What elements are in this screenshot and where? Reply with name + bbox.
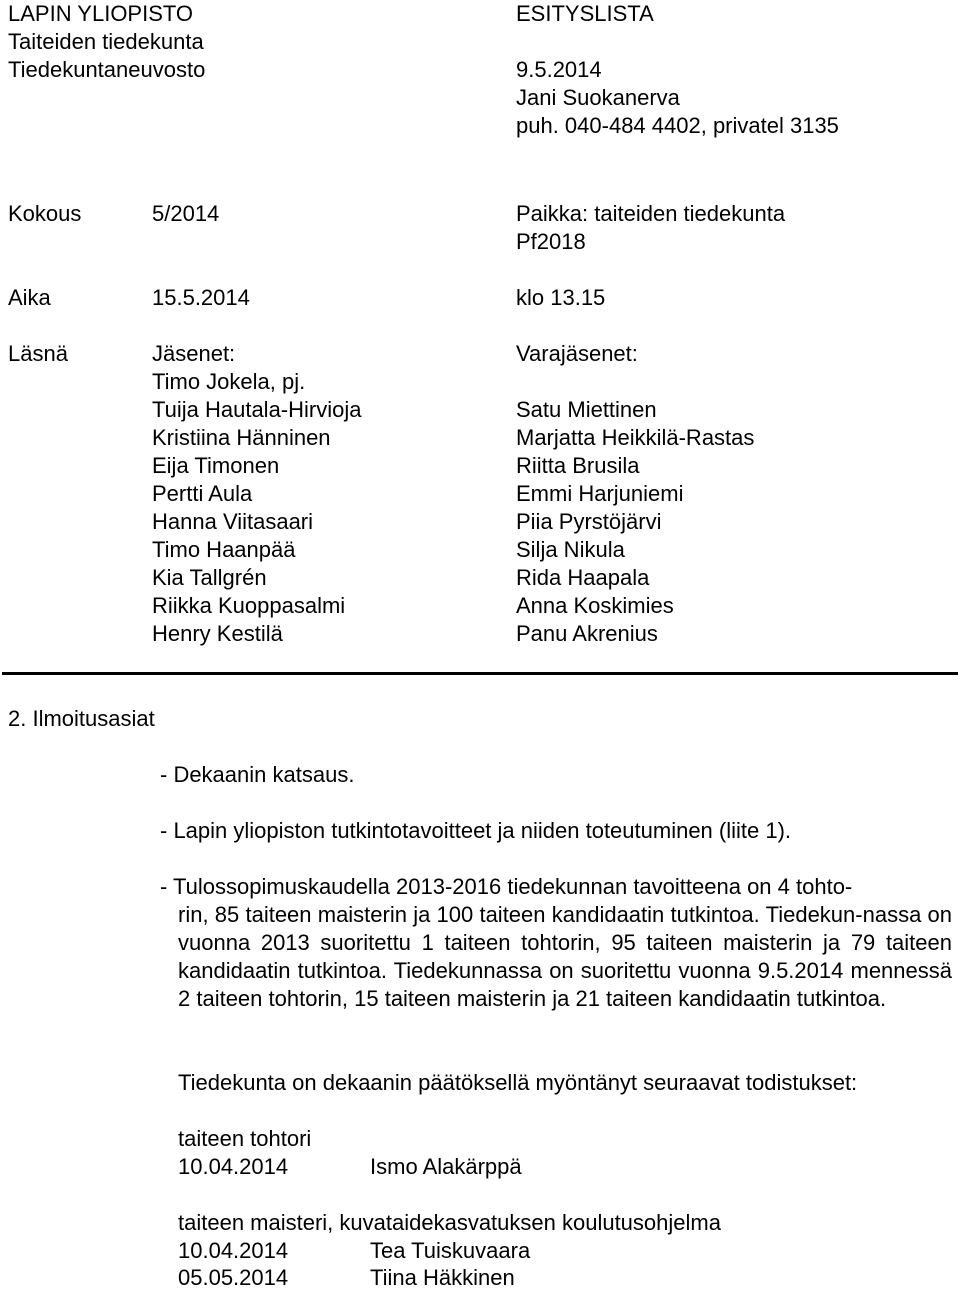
section-divider xyxy=(2,672,958,675)
org-name: LAPIN YLIOPISTO xyxy=(8,1,194,26)
author-phone: puh. 040-484 4402, privatel 3135 xyxy=(516,113,839,138)
member-name: Tuija Hautala-Hirvioja xyxy=(152,397,362,422)
bullet-paragraph: rin, 85 taiteen maisterin ja 100 taiteen kandidaatin tutkintoa. Tiedekun-nassa on vuonna 2013 suoritettu 1 taiteen tohtorin, 95 taiteen maisterin ja 79 taiteen kandidaatin tutkintoa. Tiedekunnassa on suoritettu vuonna 9.5.2014 mennessä 2 taiteen tohtorin, 15 taiteen maisterin ja 21 taiteen kandidaatin tutkintoa. xyxy=(178,902,952,1011)
document-date: 9.5.2014 xyxy=(516,57,602,82)
deputies-heading: Varajäsenet: xyxy=(516,341,638,366)
certificate-date: 10.04.2014 xyxy=(178,1238,289,1263)
member-name: Kristiina Hänninen xyxy=(152,425,331,450)
member-name: Hanna Viitasaari xyxy=(152,509,314,534)
deputy-name: Silja Nikula xyxy=(516,537,625,562)
member-name: Pertti Aula xyxy=(152,481,253,506)
deputy-name: Anna Koskimies xyxy=(516,593,674,618)
certificate-date: 10.04.2014 xyxy=(178,1154,289,1179)
document-type: ESITYSLISTA xyxy=(516,1,654,26)
bullet-item: - Lapin yliopiston tutkintotavoitteet ja niiden toteutuminen (liite 1). xyxy=(160,818,792,843)
certificate-date: 05.05.2014 xyxy=(178,1265,289,1290)
certificate-name: Tiina Häkkinen xyxy=(370,1265,515,1290)
bullet-item: - Tulossopimuskaudella 2013-2016 tiedekunnan tavoitteena on 4 tohto- xyxy=(160,874,853,899)
member-name: Kia Tallgrén xyxy=(152,565,267,590)
member-name: Eija Timonen xyxy=(152,453,280,478)
meeting-room: Pf2018 xyxy=(516,229,586,254)
certificate-name: Tea Tuiskuvaara xyxy=(370,1238,531,1263)
member-name: Riikka Kuoppasalmi xyxy=(152,593,346,618)
time-label: Aika xyxy=(8,285,51,310)
faculty-name: Taiteiden tiedekunta xyxy=(8,29,204,54)
member-name: Henry Kestilä xyxy=(152,621,283,646)
meeting-date: 15.5.2014 xyxy=(152,285,250,310)
members-heading: Jäsenet: xyxy=(152,341,236,366)
deputy-name: Emmi Harjuniemi xyxy=(516,481,684,506)
bullet-item: - Dekaanin katsaus. xyxy=(160,762,355,787)
member-name: Timo Jokela, pj. xyxy=(152,369,306,394)
section-title: 2. Ilmoitusasiat xyxy=(8,706,155,731)
certificate-name: Ismo Alakärppä xyxy=(370,1154,522,1179)
author-name: Jani Suokanerva xyxy=(516,85,680,110)
doctor-heading: taiteen tohtori xyxy=(178,1126,312,1151)
deputy-name: Satu Miettinen xyxy=(516,397,657,422)
deputy-name: Panu Akrenius xyxy=(516,621,658,646)
meeting-label: Kokous xyxy=(8,201,82,226)
deputy-name: Riitta Brusila xyxy=(516,453,640,478)
deputy-name: Piia Pyrstöjärvi xyxy=(516,509,662,534)
member-name: Timo Haanpää xyxy=(152,537,296,562)
deputy-name: Rida Haapala xyxy=(516,565,650,590)
council-name: Tiedekuntaneuvosto xyxy=(8,57,206,82)
master-heading: taiteen maisteri, kuvataidekasvatuksen koulutusohjelma xyxy=(178,1210,721,1235)
attendance-label: Läsnä xyxy=(8,341,68,366)
deputy-name: Marjatta Heikkilä-Rastas xyxy=(516,425,755,450)
certificates-intro: Tiedekunta on dekaanin päätöksellä myöntänyt seuraavat todistukset: xyxy=(178,1070,858,1095)
meeting-place: Paikka: taiteiden tiedekunta xyxy=(516,201,786,226)
meeting-time: klo 13.15 xyxy=(516,285,606,310)
meeting-number: 5/2014 xyxy=(152,201,220,226)
